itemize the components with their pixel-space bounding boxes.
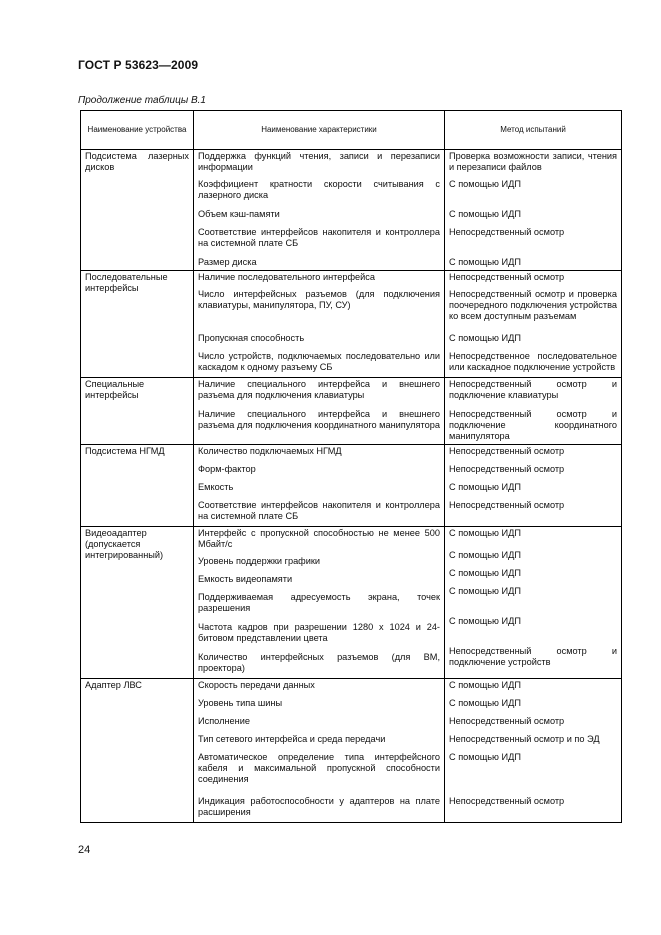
test-method: Непосредственный осмотр [449, 446, 565, 456]
characteristic-name: Наличие специального интерфейса и внешнего разъема для подключения координатного манипулятора [198, 409, 440, 430]
characteristic-name: Форм-фактор [198, 464, 256, 474]
method-cell [445, 527, 622, 679]
test-method: С помощью ИДП [449, 179, 521, 189]
table-row [81, 527, 622, 679]
column-header-method: Метод испытаний [445, 111, 622, 150]
device-name: Специальные интерфейсы [85, 379, 145, 400]
test-method: С помощью ИДП [449, 257, 521, 267]
test-method: Непосредственный осмотр и по ЭД [449, 734, 600, 744]
device-name: Подсистема НГМД [85, 446, 165, 456]
characteristic-name: Соответствие интерфейсов накопителя и контроллера на системной плате СБ [198, 227, 440, 248]
page-number: 24 [78, 844, 91, 856]
test-method: Непосредственный осмотр [449, 716, 565, 726]
test-method: С помощью ИДП [449, 333, 521, 343]
characteristic-cell [194, 378, 445, 445]
test-method: Непосредственный осмотр [449, 796, 565, 806]
method-cell [445, 378, 622, 445]
characteristic-name: Наличие специального интерфейса и внешнего разъема для подключения клавиатуры [198, 379, 440, 400]
test-method: Непосредственный осмотр и проверка поочередного подключения устройства ко всем доступным разъемам [449, 289, 617, 321]
characteristic-name: Тип сетевого интерфейса и среда передачи [198, 734, 386, 744]
characteristic-name: Уровень типа шины [198, 698, 283, 708]
device-cell [81, 150, 194, 271]
column-header-characteristic: Наименование характеристики [194, 111, 445, 150]
test-method: С помощью ИДП [449, 482, 521, 492]
test-method: Непосредственный осмотр [449, 500, 565, 510]
characteristic-name: Коэффициент кратности скорости считывания с лазерного диска [198, 179, 440, 200]
test-method: Непосредственный осмотр [449, 227, 565, 237]
test-method: С помощью ИДП [449, 550, 521, 560]
characteristic-name: Исполнение [198, 716, 250, 726]
device-cell [81, 271, 194, 378]
test-method: С помощью ИДП [449, 752, 521, 762]
test-method: С помощью ИДП [449, 698, 521, 708]
characteristic-cell [194, 445, 445, 527]
test-method: С помощью ИДП [449, 568, 521, 578]
device-name: Адаптер ЛВС [85, 680, 142, 690]
characteristic-name: Частота кадров при разрешении 1280 x 1024 и 24-битовом представлении цвета [198, 622, 440, 643]
method-cell [445, 445, 622, 527]
table-header-row [81, 111, 622, 150]
characteristic-name: Индикация работоспособности у адаптеров на плате расширения [198, 796, 440, 817]
characteristic-name: Объем кэш-памяти [198, 209, 280, 219]
test-method: С помощью ИДП [449, 680, 521, 690]
characteristic-name: Количество подключаемых НГМД [198, 446, 342, 456]
test-method: С помощью ИДП [449, 586, 521, 596]
characteristic-cell [194, 271, 445, 378]
spec-table [80, 110, 622, 823]
table-row [81, 378, 622, 445]
characteristic-cell [194, 679, 445, 823]
characteristic-cell [194, 150, 445, 271]
method-cell [445, 271, 622, 378]
test-method: Непосредственный осмотр [449, 464, 565, 474]
characteristic-name: Автоматическое определение типа интерфейсного кабеля и максимальной пропускной способности соединения [198, 752, 440, 784]
document-header: ГОСТ Р 53623—2009 [78, 58, 199, 72]
device-cell [81, 445, 194, 527]
characteristic-name: Емкость [198, 482, 234, 492]
table-row [81, 445, 622, 527]
device-cell [81, 527, 194, 679]
characteristic-name: Поддержка функций чтения, записи и перезаписи информации [198, 151, 440, 172]
test-method: С помощью ИДП [449, 209, 521, 219]
characteristic-name: Пропускная способность [198, 333, 305, 343]
characteristic-name: Интерфейс с пропускной способностью не менее 500 Мбайт/с [198, 528, 440, 549]
characteristic-cell [194, 527, 445, 679]
device-cell [81, 679, 194, 823]
method-cell [445, 679, 622, 823]
test-method: Непосредственный осмотр [449, 272, 565, 282]
characteristic-name: Число устройств, подключаемых последовательно или каскадом к одному разъему СБ [198, 351, 440, 372]
column-header-device: Наименование устройства [81, 111, 194, 150]
table-row [81, 271, 622, 378]
test-method: Непосредственный осмотр и подключение клавиатуры [449, 379, 617, 400]
characteristic-name: Емкость видеопамяти [198, 574, 293, 584]
characteristic-name: Скорость передачи данных [198, 680, 315, 690]
characteristic-name: Размер диска [198, 257, 257, 267]
characteristic-name: Уровень поддержки графики [198, 556, 321, 566]
characteristic-name: Количество интерфейсных разъемов (для ВМ, проектора) [198, 652, 440, 673]
table-row [81, 150, 622, 271]
test-method: С помощью ИДП [449, 528, 521, 538]
device-cell [81, 378, 194, 445]
characteristic-name: Поддерживаемая адресуемость экрана, точек разрешения [198, 592, 440, 613]
test-method: Непосредственный осмотр и подключение устройств [449, 646, 617, 667]
test-method: Непосредственное последовательное или каскадное подключение устройств [449, 351, 617, 372]
method-cell [445, 150, 622, 271]
table-row [81, 679, 622, 823]
test-method: Непосредственный осмотр и подключение координатного манипулятора [449, 409, 617, 441]
test-method: С помощью ИДП [449, 616, 521, 626]
device-name: Видеоадаптер (допускается интегрированный) [85, 528, 164, 560]
characteristic-name: Число интерфейсных разъемов (для подключения клавиатуры, манипулятора, ПУ, СУ) [198, 289, 440, 310]
device-name: Подсистема лазерных дисков [85, 151, 189, 172]
table-caption: Продолжение таблицы В.1 [78, 95, 206, 106]
characteristic-name: Наличие последовательного интерфейса [198, 272, 376, 282]
characteristic-name: Соответствие интерфейсов накопителя и контроллера на системной плате СБ [198, 500, 440, 521]
device-name: Последовательные интерфейсы [85, 272, 168, 293]
test-method: Проверка возможности записи, чтения и перезаписи файлов [449, 151, 617, 172]
table-body [81, 150, 622, 823]
